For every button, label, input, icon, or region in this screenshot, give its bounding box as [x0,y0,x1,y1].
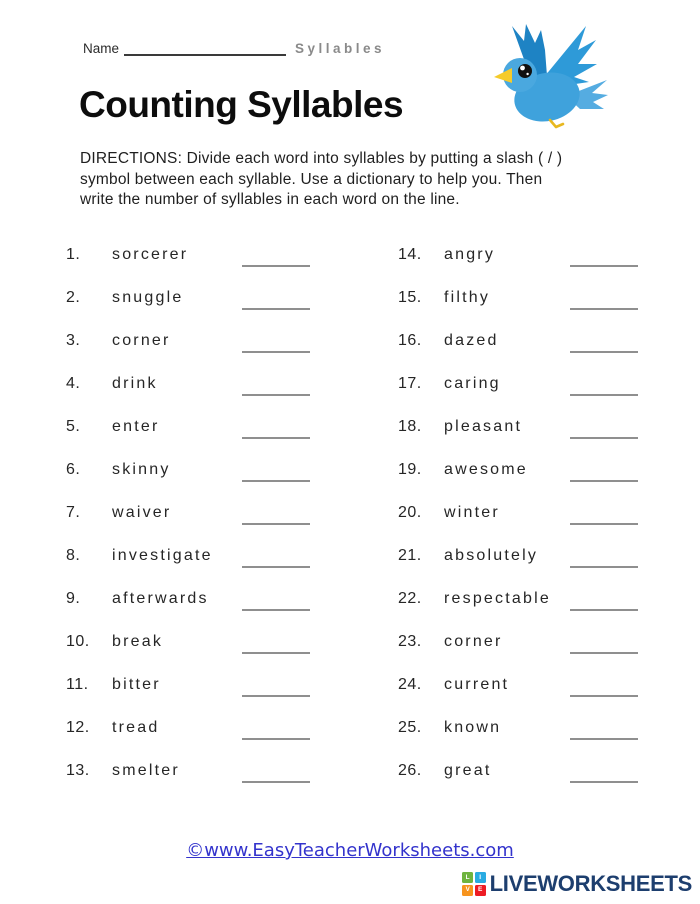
answer-line[interactable] [242,676,310,697]
item-word: investigate [112,547,213,564]
item-number: 4. [66,375,81,392]
item-word: respectable [444,590,551,607]
directions-line: symbol between each syllable. Use a dictionary to help you. Then [80,170,543,188]
item-number: 6. [66,461,81,478]
item-word: absolutely [444,547,539,564]
word-list-right [398,246,638,805]
item-word: sorcerer [112,246,189,263]
item-number: 17. [398,375,422,392]
item-word: angry [444,246,496,263]
list-item [66,246,310,289]
item-word: pleasant [444,418,523,435]
list-item [66,289,310,332]
answer-line[interactable] [242,719,310,740]
item-number: 15. [398,289,422,306]
item-word: awesome [444,461,528,478]
item-word: skinny [112,461,171,478]
answer-line[interactable] [242,461,310,482]
bird-eye [518,64,532,78]
list-item [66,633,310,676]
item-word: snuggle [112,289,184,306]
item-word: drink [112,375,158,392]
name-label: Name [83,41,120,56]
list-item [398,332,638,375]
answer-line[interactable] [570,590,638,611]
item-word: smelter [112,762,180,779]
answer-line[interactable] [570,332,638,353]
item-number: 1. [66,246,81,263]
item-number: 3. [66,332,81,349]
item-word: current [444,676,510,693]
bird-eye-glint-small [526,73,528,75]
item-number: 25. [398,719,422,736]
list-item [66,504,310,547]
list-item [398,547,638,590]
footer-link[interactable]: ©www.EasyTeacherWorksheets.com [186,840,514,861]
list-item [66,418,310,461]
item-number: 11. [66,676,89,693]
icon-square-l: L [462,872,473,883]
item-number: 2. [66,289,81,306]
answer-line[interactable] [242,504,310,525]
icon-square-v: V [462,885,473,896]
list-item [66,719,310,762]
name-row [83,40,385,56]
item-number: 23. [398,633,422,650]
item-number: 10. [66,633,90,650]
item-number: 16. [398,332,422,349]
item-number: 18. [398,418,422,435]
item-number: 22. [398,590,422,607]
item-word: afterwards [112,590,209,607]
list-item [398,246,638,289]
item-number: 9. [66,590,81,607]
corner-label: Syllables [295,41,386,56]
answer-line[interactable] [242,375,310,396]
liveworksheets-wordmark: LIVEWORKSHEETS [489,871,692,896]
bird-eye-glint [520,66,525,71]
answer-line[interactable] [242,246,310,267]
item-number: 24. [398,676,422,693]
item-word: known [444,719,502,736]
list-item [398,504,638,547]
item-word: tread [112,719,160,736]
list-item [398,633,638,676]
list-item [398,289,638,332]
answer-line[interactable] [242,633,310,654]
list-item [398,590,638,633]
answer-line[interactable] [570,246,638,267]
list-item [398,375,638,418]
list-item [66,332,310,375]
bird-beak [494,68,512,83]
answer-line[interactable] [570,762,638,783]
answer-line[interactable] [570,418,638,439]
directions-line: DIRECTIONS: Divide each word into syllables by putting a slash ( / ) [80,150,563,167]
icon-square-i: I [475,872,486,883]
page-title: Counting Syllables [79,84,404,125]
item-number: 8. [66,547,81,564]
answer-line[interactable] [242,547,310,568]
answer-line[interactable] [242,418,310,439]
item-word: great [444,762,492,779]
answer-line[interactable] [242,289,310,310]
answer-line[interactable] [570,719,638,740]
item-number: 14. [398,246,422,263]
bird-feet [550,120,563,127]
answer-line[interactable] [570,633,638,654]
liveworksheets-brand [462,871,692,897]
item-word: caring [444,375,501,392]
bird-illustration [490,20,610,134]
list-item [398,676,638,719]
answer-line[interactable] [242,590,310,611]
icon-square-e: E [475,885,486,896]
item-number: 5. [66,418,81,435]
list-item [66,461,310,504]
word-list-left [66,246,310,805]
directions-line: write the number of syllables in each word on the line. [80,191,460,208]
list-item [66,547,310,590]
item-number: 20. [398,504,422,521]
list-item [398,762,638,805]
directions-text [80,149,640,211]
liveworksheets-icon [462,872,486,896]
answer-line[interactable] [570,547,638,568]
item-word: corner [112,332,171,349]
item-number: 26. [398,762,422,779]
list-item [66,590,310,633]
item-word: bitter [112,676,161,693]
footer [0,840,700,861]
item-word: dazed [444,332,499,349]
answer-line[interactable] [242,332,310,353]
item-number: 21. [398,547,422,564]
item-word: filthy [444,289,491,306]
word-list [66,246,638,805]
answer-line[interactable] [570,461,638,482]
answer-line[interactable] [570,504,638,525]
item-number: 19. [398,461,422,478]
list-item [398,719,638,762]
item-number: 13. [66,762,90,779]
item-word: enter [112,418,160,435]
list-item [398,418,638,461]
item-word: corner [444,633,503,650]
item-word: break [112,633,164,650]
list-item [66,375,310,418]
item-number: 7. [66,504,81,521]
answer-line[interactable] [242,762,310,783]
list-item [398,461,638,504]
list-item [66,676,310,719]
list-item [66,762,310,805]
answer-line[interactable] [570,676,638,697]
name-line[interactable] [124,40,286,56]
item-word: waiver [112,504,172,521]
answer-line[interactable] [570,289,638,310]
item-number: 12. [66,719,90,736]
item-word: winter [444,504,500,521]
answer-line[interactable] [570,375,638,396]
